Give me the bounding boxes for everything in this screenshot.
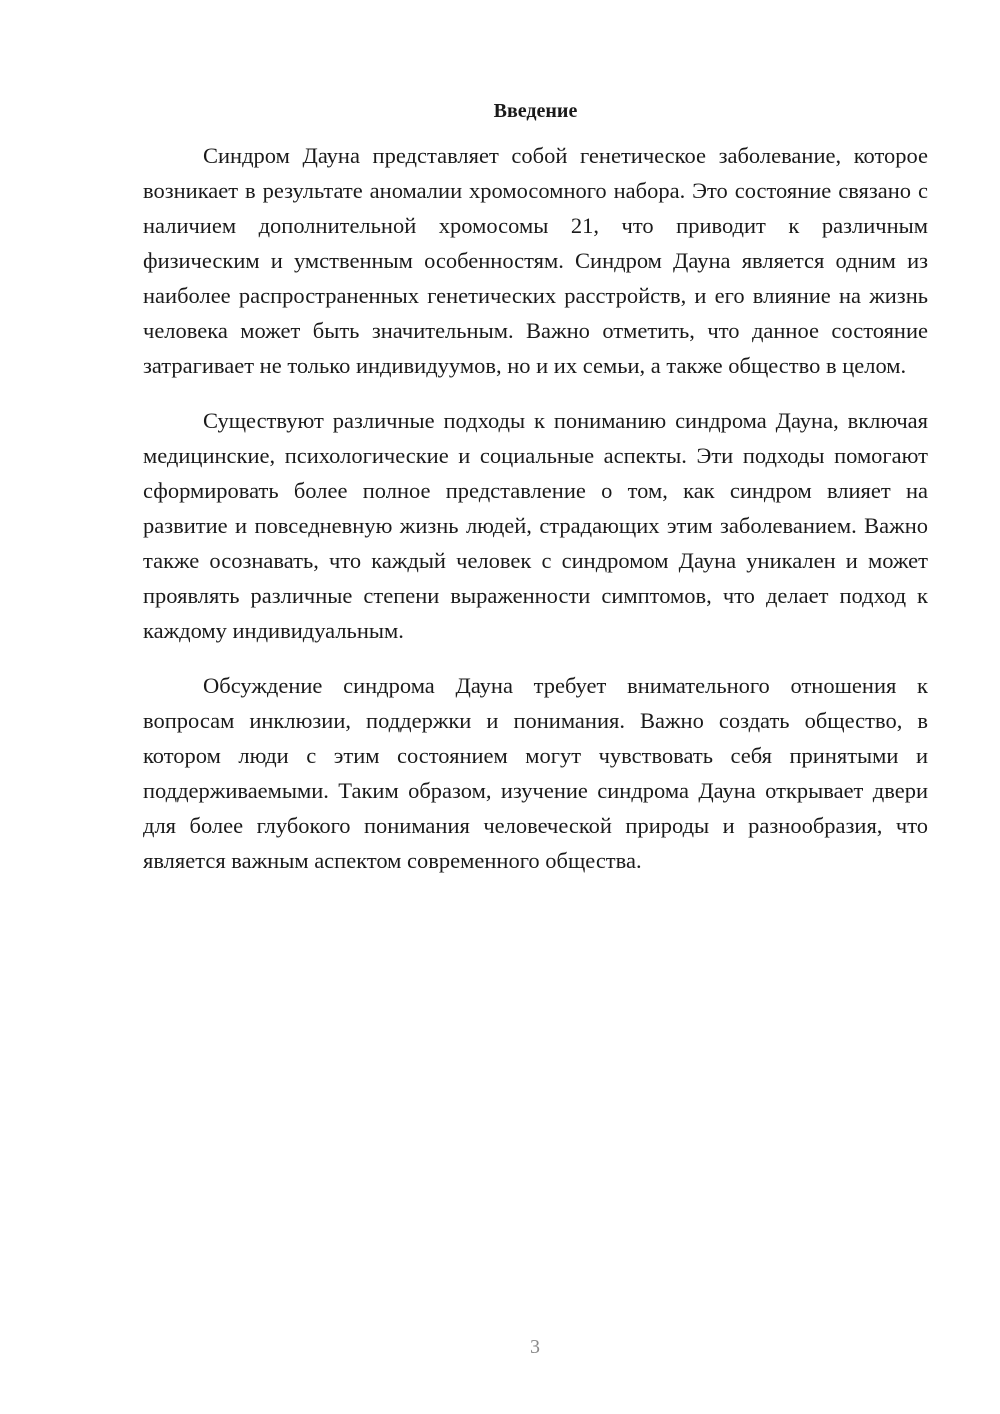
page-title: Введение (493, 100, 578, 122)
page-number: 3 (530, 1336, 540, 1358)
paragraph-3: Обсуждение синдрома Дауна требует внимательного отношения к вопросам инклюзии, поддержки и понимания. Важно создать общество, в котором люди с этим состоянием могут чувствовать себя принятыми и поддерживаемыми. Таким образом, изучение синдрома Дауна открывает двери для более глубокого понимания человеческой природы и разнообразия, что является важным аспектом современного общества. (143, 673, 928, 873)
page-content (143, 96, 928, 898)
paragraph-1: Синдром Дауна представляет собой генетическое заболевание, которое возникает в результате аномалии хромосомного набора. Это состояние связано с наличием дополнительной хромосомы 21, что приводит к различным физическим и умственным особенностям. Синдром Дауна является одним из наиболее распространенных генетических расстройств, и его влияние на жизнь человека может быть значительным. Важно отметить, что данное состояние затрагивает не только индивидуумов, но и их семьи, а также общество в целом. (143, 143, 928, 378)
paragraph-2: Существуют различные подходы к пониманию синдрома Дауна, включая медицинские, психологические и социальные аспекты. Эти подходы помогают сформировать более полное представление о том, как синдром влияет на развитие и повседневную жизнь людей, страдающих этим заболеванием. Важно также осознавать, что каждый человек с синдромом Дауна уникален и может проявлять различные степени выраженности симптомов, что делает подход к каждому индивидуальным. (143, 408, 928, 643)
